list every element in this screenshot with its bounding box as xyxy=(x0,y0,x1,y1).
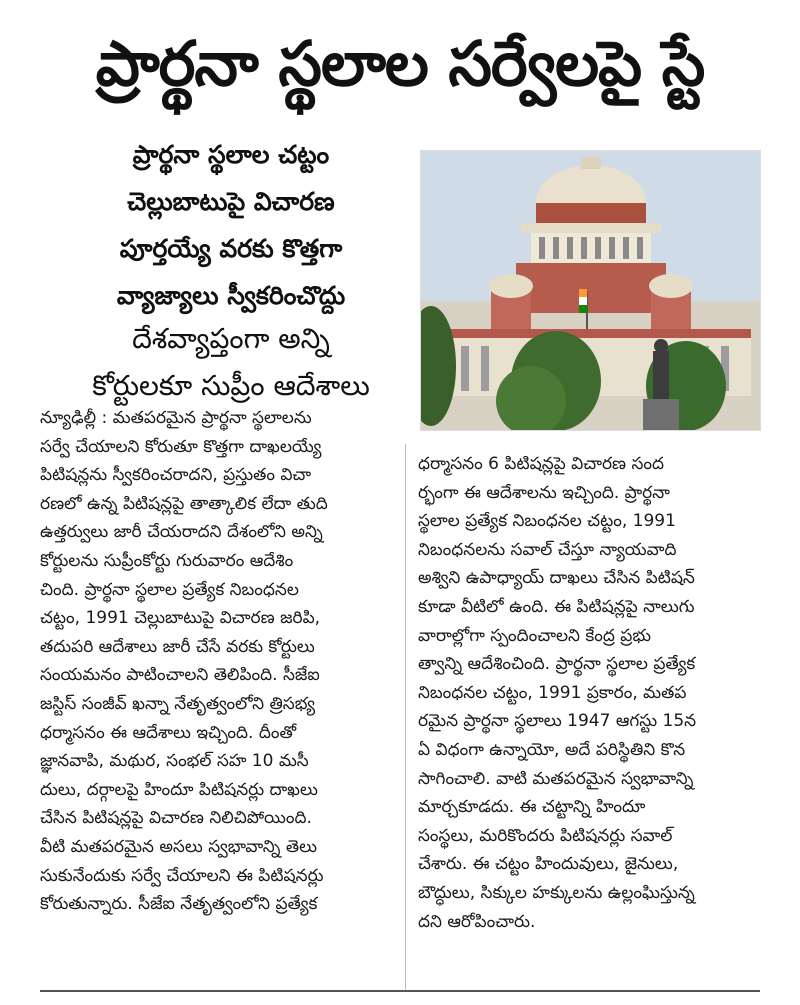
bottom-rule xyxy=(40,990,760,992)
article-line: ధర్మాసనం ఈ ఆదేశాలు ఇచ్చింది. దీంతో xyxy=(40,722,297,743)
subheadline-3: పూర్తయ్యే వరకు కొత్తగా xyxy=(119,234,343,263)
article-line: దులు, దర్గాలపై హిందూ పిటిషనర్లు దాఖలు xyxy=(40,779,318,800)
article-line: పిటిషన్లను స్వీకరించరాదని, ప్రస్తుతం విచా xyxy=(40,465,312,486)
article-line: చింది. ప్రార్థనా స్థలాల ప్రత్యేక నిబంధనల xyxy=(40,579,299,600)
article-line: రమైన ప్రార్థనా స్థలాలు 1947 ఆగస్టు 15న xyxy=(418,711,697,732)
article-line: కూడా వీటిలో ఉంది. ఈ పిటిషన్లపై నాలుగు xyxy=(418,596,695,617)
article-column-right xyxy=(418,450,764,936)
article-line: వీటి మతపరమైన అసలు స్వభావాన్ని తెలు xyxy=(40,836,318,857)
supreme-court-photo xyxy=(420,150,761,431)
subheadline-1: ప్రార్థనా స్థలాల చట్టం xyxy=(132,140,330,169)
article-line: చేశారు. ఈ చట్టం హిందువులు, జైనులు, xyxy=(418,854,679,875)
article-column-left xyxy=(40,404,396,919)
column-divider xyxy=(405,444,406,990)
article-line: నిబంధనలను సవాల్ చేస్తూ న్యాయవాది xyxy=(418,539,677,560)
article-line: త్వాన్ని ఆదేశించింది. ప్రార్థనా స్థలాల ప్రత్యేక xyxy=(418,654,696,675)
article-line: జస్టిస్ సంజీవ్ ఖన్నా నేతృత్వంలోని త్రిసభ్య xyxy=(40,693,316,714)
article-line: అశ్విని ఉపాధ్యాయ్ దాఖలు చేసిన పిటిషన్ xyxy=(418,568,695,589)
article-line: సాగించాలి. వాటి మతపరమైన స్వభావాన్ని xyxy=(418,768,694,789)
article-line: జ్ఞానవాపి, మథుర, సంభల్ సహ 10 మసీ xyxy=(40,751,309,772)
headline: ప్రార్థనా స్థలాల సర్వేలపై స్టే xyxy=(95,27,705,100)
article-line: సంయమనం పాటించాలని తెలిపింది. సీజేఐ xyxy=(40,665,320,686)
subheadline-5: దేశవ్యాప్తంగా అన్ని xyxy=(132,322,330,355)
article-line: మార్చకూడదు. ఈ చట్టాన్ని హిందూ xyxy=(418,797,646,818)
article-line: ధర్మాసనం 6 పిటిషన్లపై విచారణ సంద xyxy=(418,454,665,474)
article-line: రణలో ఉన్న పిటిషన్లపై తాత్కాలిక లేదా తుది xyxy=(40,493,328,514)
article-line: సర్వే చేయాలని కోరుతూ కొత్తగా దాఖలయ్యే xyxy=(40,436,322,457)
article-line: చట్టం, 1991 చెల్లుబాటుపై విచారణ జరిపి, xyxy=(40,608,321,629)
article-line: వారాల్లోగా స్పందించాలని కేంద్ర ప్రభు xyxy=(418,625,651,646)
supreme-court-building-illustration xyxy=(421,151,761,431)
article-line: కోర్టులను సుప్రీంకోర్టు గురువారం ఆదేశిం xyxy=(40,550,294,571)
article-line: నిబంధనల చట్టం, 1991 ప్రకారం, మతప xyxy=(418,682,687,703)
article-line: ఉత్తర్వులు జారీ చేయరాదని దేశంలోని అన్ని xyxy=(40,522,323,543)
article-line: ర్భంగా ఈ ఆదేశాలను ఇచ్చింది. ప్రార్థనా xyxy=(418,482,670,503)
article-line: దని ఆరోపించారు. xyxy=(418,911,536,932)
subheadline-6: కోర్టులకూ సుప్రీం ఆదేశాలు xyxy=(92,369,370,402)
article-line: సంస్థలు, మరికొందరు పిటిషనర్లు సవాల్ xyxy=(418,825,673,846)
article-line: సుకునేందుకు సర్వే చేయాలని ఈ పిటిషనర్లు xyxy=(40,865,324,886)
article-line: కోరుతున్నారు. సీజేఐ నేతృత్వంలోని ప్రత్యేక xyxy=(40,894,318,915)
article-line: స్థలాల ప్రత్యేక నిబంధనల చట్టం, 1991 xyxy=(418,511,676,532)
article-line: న్యూఢిల్లీ : మతపరమైన ప్రార్థనా స్థలాలను xyxy=(40,408,312,428)
article-line: తదుపరి ఆదేశాలు జారీ చేసే వరకు కోర్టులు xyxy=(40,636,315,657)
article-line: ఏ విధంగా ఉన్నాయో, అదే పరిస్థితిని కొన xyxy=(418,739,686,760)
article-line: బౌద్ధులు, సిక్కుల హక్కులను ఉల్లంఘిస్తున్న xyxy=(418,882,695,903)
article-line: చేసిన పిటిషన్లపై విచారణ నిలిచిపోయింది. xyxy=(40,808,312,829)
subheadline-2: చెల్లుబాటుపై విచారణ xyxy=(127,187,335,216)
subheadline-4: వ్యాజ్యాలు స్వీకరించొద్దు xyxy=(116,281,346,310)
